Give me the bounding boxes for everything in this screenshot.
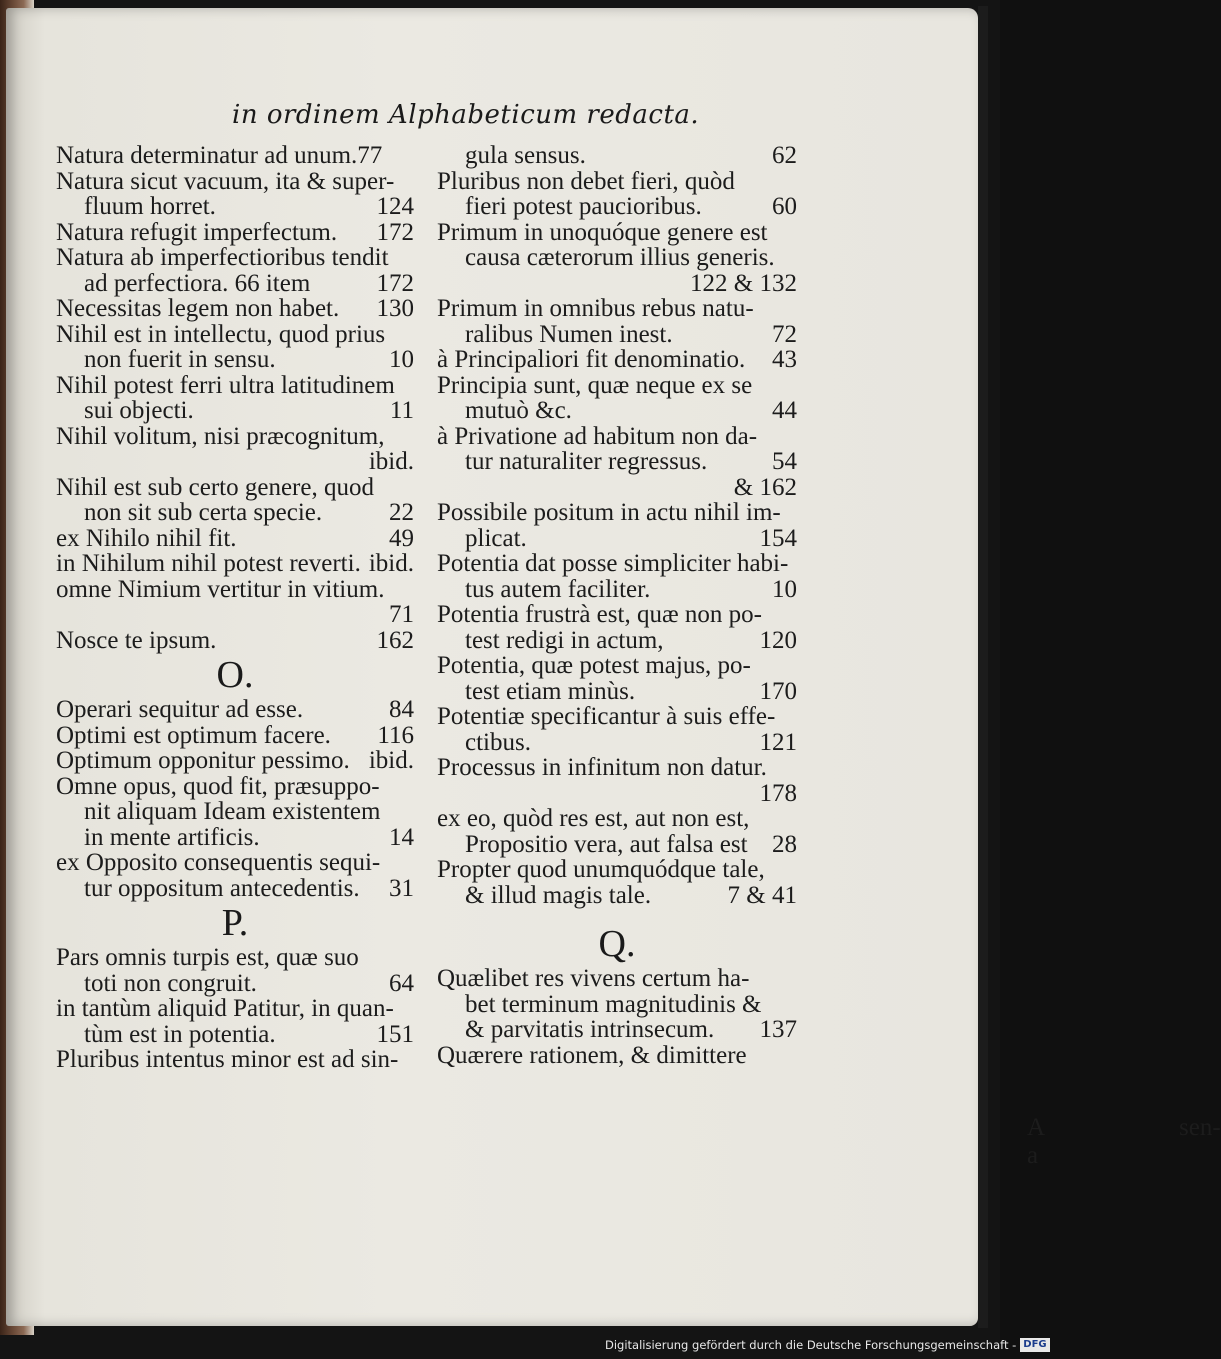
entry-page-number: 28	[772, 830, 797, 858]
running-header: in ordinem Alphabeticum redacta.	[232, 100, 700, 130]
index-entry-line	[437, 704, 797, 730]
entry-page-number: 64	[389, 969, 414, 997]
index-entry-line	[437, 475, 797, 501]
index-entry-line	[437, 755, 797, 781]
index-entry-line	[437, 398, 797, 424]
entry-text: Nihil est sub certo genere, quod	[56, 473, 374, 501]
index-entry-line	[56, 271, 414, 297]
entry-text: tur naturaliter regressus.	[465, 448, 708, 475]
entry-page-number: 44	[772, 397, 797, 424]
entry-page-number: 84	[389, 696, 414, 723]
index-entry-line	[437, 730, 797, 756]
dfg-logo: DFG	[1020, 1338, 1049, 1352]
entry-page-number: 14	[389, 823, 414, 851]
entry-text: in tantùm aliquid Patitur, in quan-	[56, 995, 394, 1022]
index-entry-line	[437, 143, 797, 169]
entry-text: Principia sunt, quæ neque ex se	[437, 371, 753, 399]
index-entry-line	[56, 876, 414, 902]
entry-text: Potentia dat posse simpliciter habi-	[437, 550, 789, 577]
entry-text: Potentia, quæ potest majus, po-	[437, 652, 751, 679]
entry-page-number: 121	[759, 728, 797, 756]
entry-page-number: 7 & 41	[727, 881, 797, 909]
entry-text: Omne opus, quod fit, præsuppo-	[56, 772, 380, 800]
entry-text: non sit sub certa specie.	[84, 499, 323, 526]
index-entry-line	[437, 966, 797, 992]
index-entry-line	[437, 883, 797, 909]
entry-text: bet terminum magnitudinis &	[465, 990, 762, 1018]
entry-page-number: ibid.	[368, 448, 414, 475]
index-entry-line	[437, 169, 797, 195]
entry-text: test redigi in actum,	[465, 626, 664, 654]
index-entry-line	[437, 245, 797, 271]
entry-text: Optimi est optimum facere.	[56, 721, 331, 749]
index-entry-line	[437, 347, 797, 373]
index-entry-line	[437, 628, 797, 654]
entry-page-number: 10	[772, 575, 797, 603]
signature-mark: A a	[1027, 1114, 1044, 1169]
entry-text: Propositio vera, aut falsa est	[465, 830, 748, 858]
entry-text: à Privatione ad habitum non da-	[437, 422, 758, 450]
entry-text: sui objecti.	[84, 397, 194, 424]
index-entry-line	[56, 577, 414, 603]
index-entry-line	[56, 475, 414, 501]
entry-text: Pluribus intentus minor est ad sin-	[56, 1046, 399, 1073]
entry-text: tùm est in potentia.	[84, 1020, 276, 1048]
entry-text: Natura ab imperfectioribus tendit	[56, 244, 389, 271]
digitization-credit	[605, 1338, 1050, 1352]
entry-text: ex Nihilo nihil fit.	[56, 524, 237, 552]
entry-page-number: 43	[772, 346, 797, 373]
index-entry-line	[56, 169, 414, 195]
entry-text: omne Nimium vertitur in vitium.	[56, 575, 385, 603]
index-entry-line	[56, 799, 414, 825]
entry-page-number: 49	[389, 524, 414, 552]
entry-text: ralibus Numen inest.	[465, 320, 673, 348]
entry-text: gula sensus.	[465, 142, 586, 169]
index-entry-line	[56, 526, 414, 552]
credit-text: Digitalisierung gefördert durch die Deutsche Forschungsgemeinschaft -	[605, 1338, 1017, 1352]
entry-text: Quælibet res vivens certum ha-	[437, 965, 750, 992]
entry-page-number: 124	[376, 193, 414, 220]
index-entry-line	[56, 697, 414, 723]
entry-text: Propter quod unumquódque tale,	[437, 856, 765, 883]
index-entry-line	[56, 774, 414, 800]
index-entry-line	[437, 857, 797, 883]
entry-text: in mente artificis.	[84, 823, 260, 851]
index-entry-line	[56, 322, 414, 348]
index-entry-line	[437, 500, 797, 526]
entry-text: Primum in unoquóque genere est	[437, 218, 768, 246]
index-entry-line	[437, 220, 797, 246]
left-column	[56, 143, 414, 1073]
entry-page-number: ibid.	[368, 747, 414, 774]
entry-page-number: 60	[772, 193, 797, 220]
entry-text: ctibus.	[465, 728, 531, 756]
entry-text: ex eo, quòd res est, aut non est,	[437, 805, 750, 832]
entry-text: Natura refugit imperfectum.	[56, 218, 338, 246]
entry-page-number: 22	[389, 499, 414, 526]
entry-page-number: 137	[759, 1016, 797, 1043]
index-entry-line	[437, 194, 797, 220]
index-entry-line	[56, 347, 414, 373]
index-entry-line	[437, 551, 797, 577]
index-entry-line	[56, 825, 414, 851]
index-entry-line	[437, 271, 797, 297]
entry-text: Potentiæ specificantur à suis effe-	[437, 703, 776, 730]
index-entry-line	[437, 602, 797, 628]
entry-text: tur oppositum antecedentis.	[84, 874, 360, 902]
entry-page-number: 120	[759, 626, 797, 654]
entry-text: fluum horret.	[84, 193, 216, 220]
entry-page-number: 151	[376, 1020, 414, 1048]
entry-page-number: 178	[759, 779, 797, 807]
index-entry-line	[56, 500, 414, 526]
entry-text: plicat.	[465, 524, 527, 552]
index-entry-line	[56, 220, 414, 246]
entry-text: ad perfectiora. 66 item	[84, 269, 311, 297]
right-column	[437, 143, 797, 1068]
index-entry-line	[437, 781, 797, 807]
index-entry-line	[437, 653, 797, 679]
index-entry-line	[56, 850, 414, 876]
entry-text: Potentia frustrà est, quæ non po-	[437, 601, 762, 628]
index-entry-line	[56, 398, 414, 424]
section-letter-o: O.	[216, 654, 254, 696]
index-entry-line	[437, 806, 797, 832]
entry-text: à Principaliori fit denominatio.	[437, 346, 746, 373]
entry-text: Necessitas legem non habet.	[56, 295, 340, 322]
index-entry-line	[437, 577, 797, 603]
index-entry-line	[437, 296, 797, 322]
index-entry-line	[437, 373, 797, 399]
catchword: sen-	[1179, 1114, 1221, 1141]
entry-page-number: 54	[772, 448, 797, 475]
entry-text: Nihil potest ferri ultra latitudinem	[56, 371, 395, 399]
index-entry-line	[56, 1022, 414, 1048]
index-entry-line	[437, 424, 797, 450]
entry-text: & parvitatis intrinsecum.	[465, 1016, 715, 1043]
entry-text: in Nihilum nihil potest reverti.	[56, 550, 361, 577]
entry-text: Nihil est in intellectu, quod prius	[56, 320, 386, 348]
entry-page-number: 116	[377, 721, 414, 749]
entry-page-number: 172	[376, 269, 414, 297]
entry-page-number: 130	[376, 295, 414, 322]
entry-page-number: 10	[389, 346, 414, 373]
entry-page-number: 62	[772, 142, 797, 169]
entry-page-number: 11	[389, 397, 414, 424]
index-entry-line	[56, 296, 414, 322]
index-entry-line	[56, 628, 414, 654]
entry-text: test etiam minùs.	[465, 677, 636, 705]
index-entry-line	[437, 322, 797, 348]
entry-text: Natura determinatur ad unum.77	[56, 142, 383, 169]
index-entry-line	[437, 526, 797, 552]
index-entry-line	[56, 602, 414, 628]
entry-text: Primum in omnibus rebus natu-	[437, 295, 754, 322]
entry-page-number: 71	[389, 601, 414, 628]
page-right-shadow	[978, 6, 988, 1328]
index-entry-line	[56, 449, 414, 475]
index-entry-line	[56, 245, 414, 271]
entry-text: Natura sicut vacuum, ita & super-	[56, 167, 395, 195]
index-entry-line	[56, 551, 414, 577]
entry-text: tus autem faciliter.	[465, 575, 651, 603]
entry-text: Processus in infinitum non datur.	[437, 754, 767, 781]
entry-page-number: 154	[759, 524, 797, 552]
entry-page-number: 31	[389, 874, 414, 902]
entry-page-number: 172	[376, 218, 414, 246]
index-entry-line	[56, 143, 414, 169]
entry-page-number: 162	[376, 626, 414, 654]
index-entry-line	[56, 424, 414, 450]
index-entry-line	[56, 748, 414, 774]
section-letter-q: Q.	[598, 923, 636, 965]
entry-text: Operari sequitur ad esse.	[56, 696, 304, 723]
entry-text: nit aliquam Ideam existentem	[84, 798, 381, 825]
index-entry-line	[56, 1047, 414, 1073]
entry-text: ex Opposito consequentis sequi-	[56, 849, 381, 876]
entry-page-number: & 162	[733, 473, 797, 501]
index-entry-line	[56, 194, 414, 220]
entry-page-number: 72	[772, 320, 797, 348]
entry-text: toti non congruit.	[84, 969, 257, 997]
index-entry-line	[56, 996, 414, 1022]
entry-text: Quærere rationem, & dimittere	[437, 1041, 747, 1069]
entry-text: Nihil volitum, nisi præcognitum,	[56, 422, 385, 450]
index-entry-line	[56, 945, 414, 971]
entry-text: mutuò &c.	[465, 397, 572, 424]
entry-page-number: 170	[759, 677, 797, 705]
entry-text: fieri potest paucioribus.	[465, 193, 702, 220]
entry-page-number: ibid.	[368, 550, 414, 577]
index-entry-line	[437, 832, 797, 858]
index-entry-line	[56, 373, 414, 399]
entry-text: Nosce te ipsum.	[56, 626, 217, 654]
entry-text: non fuerit in sensu.	[84, 346, 276, 373]
index-entry-line	[56, 971, 414, 997]
entry-text: Possibile positum in actu nihil im-	[437, 499, 781, 526]
entry-text: Pars omnis turpis est, quæ suo	[56, 944, 359, 971]
entry-text: & illud magis tale.	[465, 881, 652, 909]
index-entry-line	[437, 1017, 797, 1043]
entry-text: causa cæterorum illius generis.	[465, 244, 775, 271]
index-entry-line	[437, 679, 797, 705]
section-letter-p: P.	[221, 902, 249, 944]
entry-text: Optimum opponitur pessimo.	[56, 747, 350, 774]
index-entry-line	[56, 723, 414, 749]
index-entry-line	[437, 992, 797, 1018]
index-entry-line	[437, 1043, 797, 1069]
entry-page-number: 122 & 132	[690, 269, 797, 297]
index-entry-line	[437, 449, 797, 475]
entry-text: Pluribus non debet fieri, quòd	[437, 167, 735, 195]
